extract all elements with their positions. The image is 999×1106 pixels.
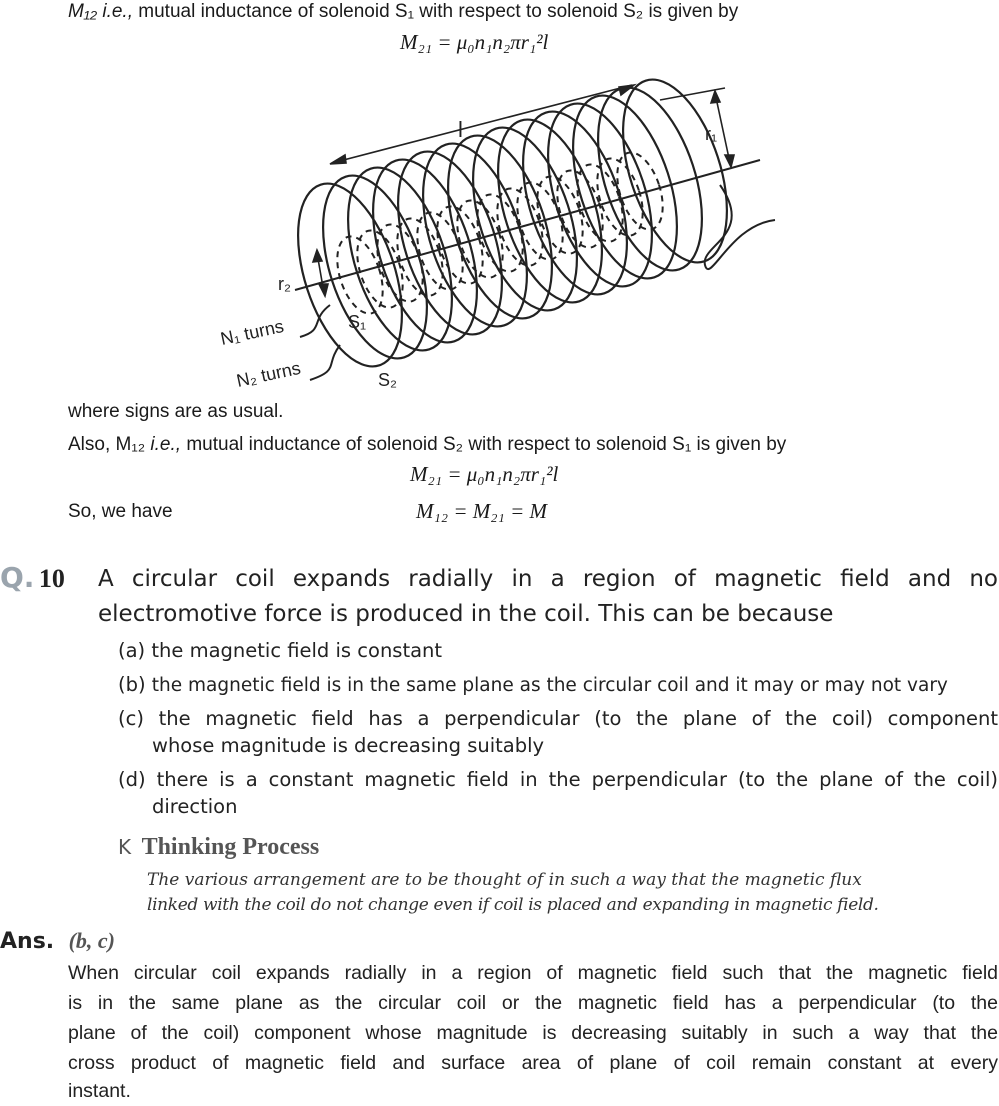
label-n2-turns: N₂ turns: [234, 357, 303, 391]
also-line: [68, 433, 786, 457]
option-b-tag: (b): [118, 673, 146, 696]
thinking-line-2: linked with the coil do not change even if coil is placed and expanding in magnetic field.: [147, 895, 879, 915]
thinking-heading: Thinking Process: [141, 834, 320, 860]
answer-line-4: cross product of magnetic field and surface area of plane of coil remain constant at every: [68, 1052, 998, 1074]
question-line-1: A circular coil expands radially in a region of magnetic field and no: [98, 566, 998, 592]
answer-line-5: instant.: [68, 1080, 131, 1102]
option-b-text: the magnetic field is in the same plane as the circular coil and it may or may not vary: [151, 675, 948, 696]
formula-3: M₁₂ = M₂₁ = M: [416, 499, 548, 523]
also-text: mutual inductance of solenoid S₂ with respect to solenoid S₁ is given by: [186, 434, 787, 455]
option-d-line-2: direction: [152, 795, 238, 818]
where-signs: where signs are as usual.: [68, 401, 284, 422]
question-label: [0, 561, 65, 594]
option-d-tag: (d): [118, 768, 146, 791]
question-mark: Q.: [0, 561, 35, 594]
also-ie: i.e.,: [150, 434, 182, 455]
option-c: [118, 706, 998, 732]
formula-1: M₂₁ = μ₀n₁n₂πr₁²l: [400, 30, 549, 54]
label-r2: r₂: [278, 274, 291, 294]
option-c-tag: (c): [118, 707, 144, 730]
thinking-line-1: The various arrangement are to be thought of in such a way that the magnetic flux: [147, 870, 862, 890]
solenoid-figure: [200, 75, 780, 405]
answer-header: [0, 928, 115, 954]
intro-line: [68, 0, 738, 24]
label-s1: S₁: [348, 312, 367, 332]
option-a-tag: (a): [118, 639, 146, 662]
intro-symbol: M₁₂: [68, 1, 98, 22]
answer-line-2: is in the same plane as the circular coil or the magnetic field has a perpendicular (to the: [68, 992, 998, 1014]
intro-ie: i.e.,: [102, 1, 133, 22]
also-prefix: Also, M₁₂: [68, 434, 146, 455]
thinking-header: [118, 834, 319, 861]
label-length: l: [458, 117, 463, 142]
length-arrow: [330, 85, 634, 164]
thinking-marker-icon: K: [118, 835, 132, 859]
option-b: [118, 672, 998, 699]
label-s2: S₂: [378, 370, 397, 390]
label-r1: r₁: [705, 124, 718, 144]
question-number: 10: [38, 564, 65, 593]
r1-dimension: [660, 88, 734, 167]
formula-2: M₂₁ = μ₀n₁n₂πr₁²l: [410, 462, 559, 486]
option-d-text: there is a constant magnetic field in the perpendicular (to the plane of the coil): [156, 768, 999, 791]
option-c-line-2: whose magnitude is decreasing suitably: [152, 734, 545, 757]
answer-line-3: plane of the coil) component whose magnitude is decreasing suitably in such a way that the: [68, 1022, 998, 1044]
answer-label: Ans.: [0, 929, 55, 954]
option-d: [118, 767, 998, 793]
question-line-2: electromotive force is produced in the coil. This can be because: [98, 601, 834, 627]
answer-line-1: When circular coil expands radially in a region of magnetic field such that the magnetic field: [68, 962, 998, 984]
answer-value: (b, c): [68, 928, 116, 953]
option-a-text: the magnetic field is constant: [151, 639, 443, 662]
option-c-text: the magnetic field has a perpendicular (to the plane of the coil) component: [158, 707, 998, 730]
intro-text: mutual inductance of solenoid S₁ with respect to solenoid S₂ is given by: [138, 1, 739, 22]
so-we-have: So, we have: [68, 501, 173, 522]
outer-coil: [278, 75, 747, 379]
label-n1-turns: N₁ turns: [218, 316, 286, 349]
option-a: [118, 638, 442, 664]
